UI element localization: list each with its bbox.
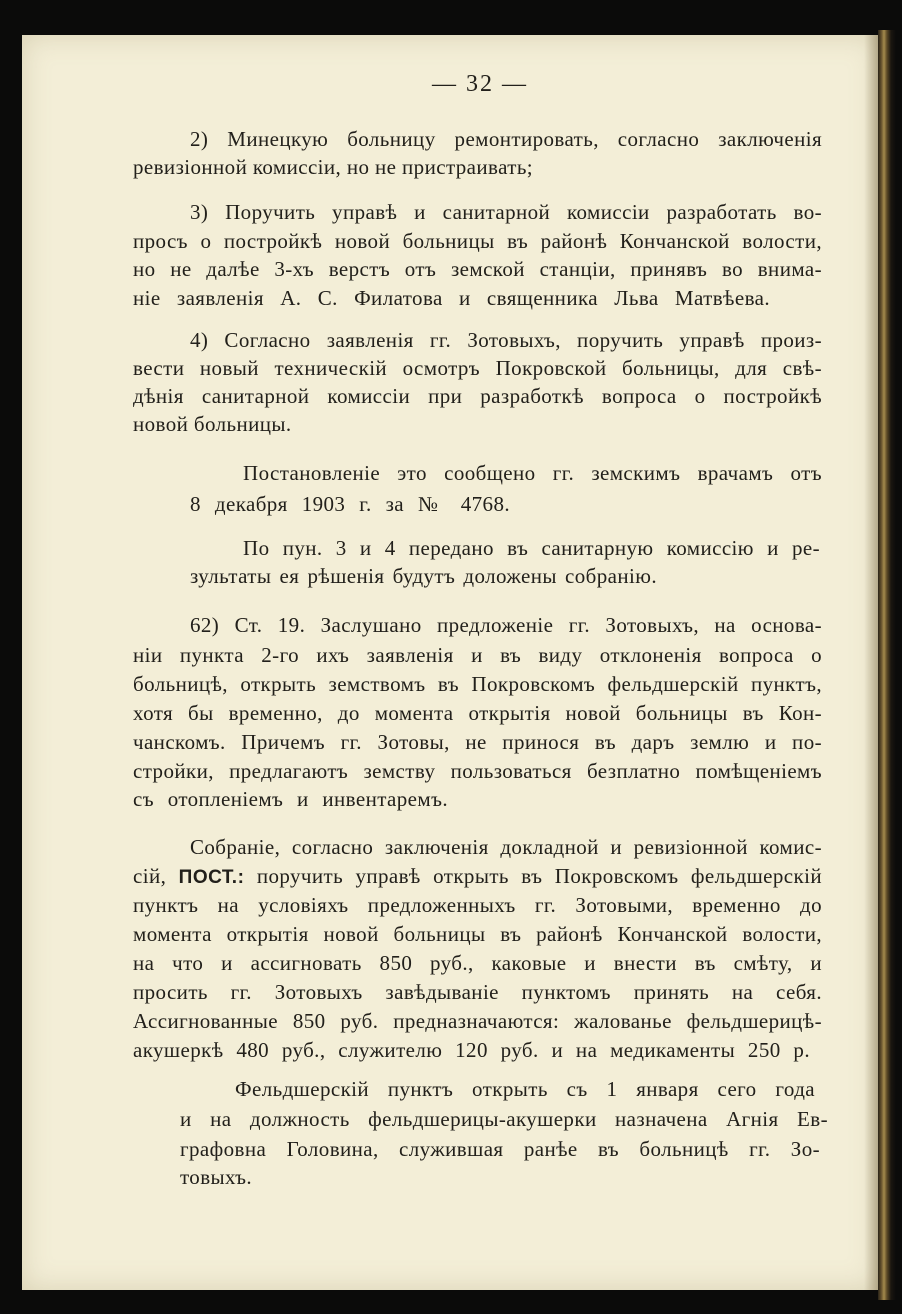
text-line: 4) Согласно заявленія гг. Зотовыхъ, поручить управѣ произ-: [190, 328, 822, 352]
text-line: акушеркѣ 480 руб., служителю 120 руб. и на медикаменты 250 р.: [133, 1038, 810, 1062]
text-fragment: поручить управѣ открыть въ Покровскомъ фельдшерскій: [244, 864, 822, 888]
text-line: на что и ассигновать 850 руб., каковые и внести въ смѣту, и: [133, 951, 822, 975]
text-line: просить гг. Зотовыхъ завѣдываніе пунктомъ принять на себя.: [133, 980, 822, 1004]
text-line: 8 декабря 1903 г. за № 4768.: [190, 492, 510, 516]
text-line: Фельдшерскій пунктъ открыть съ 1 января сего года: [235, 1077, 815, 1101]
page-number: — 32 —: [432, 71, 528, 97]
text-line: и на должность фельдшерицы-акушерки назначена Агнія Ев-: [180, 1107, 828, 1131]
text-line: [133, 862, 822, 891]
text-line: пунктъ на условіяхъ предложенныхъ гг. Зотовыми, временно до: [133, 893, 822, 917]
text-line: 62) Ст. 19. Заслушано предложеніе гг. Зотовыхъ, на основа-: [190, 613, 822, 637]
text-line: вести новый техническій осмотръ Покровской больницы, для свѣ-: [133, 356, 822, 380]
text-line: ніи пункта 2-го ихъ заявленія и въ виду отклоненія вопроса о: [133, 643, 822, 667]
text-line: товыхъ.: [180, 1165, 253, 1189]
text-line: новой больницы.: [133, 412, 292, 436]
text-line: 2) Минецкую больницу ремонтировать, согласно заключенія: [190, 127, 822, 151]
text-line: момента открытія новой больницы въ районѣ Кончанской волости,: [133, 922, 822, 946]
text-line: зультаты ея рѣшенія будутъ доложены собранію.: [190, 564, 657, 588]
text-line: ревизіонной комиссіи, но не пристраивать;: [133, 155, 534, 179]
text-line: дѣнія санитарной комиссіи при разработкѣ вопроса о постройкѣ: [133, 384, 822, 408]
text-line: ніе заявленія А. С. Филатова и священника Льва Матвѣева.: [133, 286, 770, 310]
text-line: Собраніе, согласно заключенія докладной и ревизіонной комис-: [190, 835, 822, 859]
resolution-mark: ПОСТ.:: [178, 867, 245, 888]
text-line: графовна Головина, служившая ранѣе въ больницѣ гг. Зо-: [180, 1137, 820, 1161]
text-line: больницѣ, открыть земствомъ въ Покровскомъ фельдшерскій пунктъ,: [133, 672, 822, 696]
text-line: чанскомъ. Причемъ гг. Зотовы, не принося въ даръ землю и по-: [133, 730, 822, 754]
text-line: хотя бы временно, до момента открытія новой больницы въ Кон-: [133, 701, 822, 725]
text-line: Постановленіе это сообщено гг. земскимъ врачамъ отъ: [243, 461, 822, 485]
text-line: съ отопленіемъ и инвентаремъ.: [133, 787, 448, 811]
text-fragment: сій,: [133, 864, 179, 888]
text-line: стройки, предлагаютъ земству пользоваться безплатно помѣщеніемъ: [133, 759, 822, 783]
text-line: 3) Поручить управѣ и санитарной комиссіи разработать во-: [190, 200, 822, 224]
text-line: но не далѣе 3-хъ верстъ отъ земской станціи, принявъ во внима-: [133, 257, 822, 281]
text-line: Ассигнованные 850 руб. предназначаются: жалованье фельдшерицѣ-: [133, 1009, 822, 1033]
text-line: По пун. 3 и 4 передано въ санитарную комиссію и ре-: [243, 536, 820, 560]
text-line: просъ о постройкѣ новой больницы въ районѣ Кончанской волости,: [133, 229, 822, 253]
